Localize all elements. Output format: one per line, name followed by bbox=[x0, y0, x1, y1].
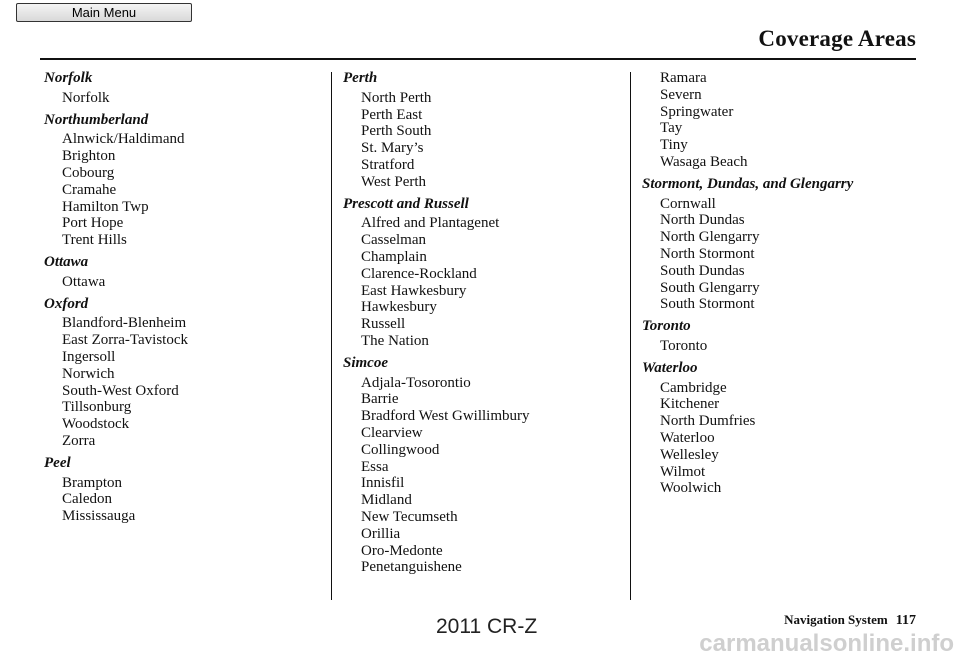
municipality-item: Cambridge bbox=[660, 379, 727, 396]
municipality-item: Ingersoll bbox=[62, 348, 116, 365]
municipality-item: Midland bbox=[361, 492, 412, 509]
municipality-item: New Tecumseth bbox=[361, 508, 458, 525]
region-heading: Northumberland bbox=[44, 111, 149, 128]
municipality-item: East Zorra-Tavistock bbox=[62, 332, 188, 349]
municipality-item: Alnwick/Haldimand bbox=[62, 131, 185, 148]
municipality-item: Toronto bbox=[660, 337, 708, 354]
region-group bbox=[343, 355, 623, 576]
region-group bbox=[642, 318, 942, 355]
municipality-item: North Dundas bbox=[660, 212, 745, 229]
municipality-item: Essa bbox=[361, 458, 389, 475]
region-heading: Perth bbox=[343, 70, 378, 86]
footer-section: Navigation System bbox=[784, 612, 888, 627]
region-heading: Stormont, Dundas, and Glengarry bbox=[642, 175, 854, 192]
municipality-item: Stratford bbox=[361, 156, 415, 173]
region-group bbox=[44, 112, 324, 249]
page-number: 117 bbox=[895, 613, 916, 628]
region-heading: Prescott and Russell bbox=[343, 195, 469, 212]
municipality-item: Kitchener bbox=[660, 396, 720, 413]
municipality-item: Mississauga bbox=[62, 508, 136, 525]
municipality-item: Hamilton Twp bbox=[62, 198, 149, 215]
municipality-item: Norfolk bbox=[62, 89, 110, 106]
municipality-item: Severn bbox=[660, 86, 702, 103]
municipality-item: Tillsonburg bbox=[62, 399, 132, 416]
main-menu-button[interactable]: Main Menu bbox=[16, 3, 192, 22]
municipality-item: Russell bbox=[361, 316, 406, 333]
municipality-item: Oro-Medonte bbox=[361, 542, 443, 559]
municipality-item: Norwich bbox=[62, 365, 115, 382]
municipality-item: North Dumfries bbox=[660, 413, 756, 430]
region-heading: Waterloo bbox=[642, 359, 698, 376]
municipality-item: Perth South bbox=[361, 123, 432, 140]
region-group bbox=[343, 70, 623, 191]
municipality-item: North Glengarry bbox=[660, 229, 760, 246]
municipality-item: Ramara bbox=[660, 70, 707, 86]
municipality-item: Trent Hills bbox=[62, 232, 127, 249]
municipality-item: Wasaga Beach bbox=[660, 153, 748, 170]
municipality-item: South Dundas bbox=[660, 262, 745, 279]
site-watermark: carmanualsonline.info bbox=[699, 630, 954, 657]
municipality-item: St. Mary’s bbox=[361, 140, 424, 157]
municipality-item: Waterloo bbox=[660, 429, 715, 446]
municipality-item: South Glengarry bbox=[660, 279, 760, 296]
municipality-item: Champlain bbox=[361, 248, 427, 265]
municipality-item: Cobourg bbox=[62, 164, 115, 181]
municipality-item: Bradford West Gwillimbury bbox=[361, 408, 530, 425]
municipality-item: Woodstock bbox=[62, 416, 130, 433]
municipality-item: Blandford-Blenheim bbox=[62, 315, 187, 332]
municipality-item: Casselman bbox=[361, 232, 426, 249]
municipality-item: Port Hope bbox=[62, 215, 124, 232]
municipality-item: North Perth bbox=[361, 89, 432, 106]
column-1 bbox=[44, 70, 324, 525]
municipality-item: East Hawkesbury bbox=[361, 282, 467, 299]
region-heading: Peel bbox=[44, 454, 71, 471]
municipality-item: Brampton bbox=[62, 474, 122, 491]
municipality-item: Alfred and Plantagenet bbox=[361, 215, 500, 232]
municipality-item: Cramahe bbox=[62, 181, 117, 198]
region-group bbox=[642, 176, 942, 313]
model-label: 2011 CR-Z bbox=[436, 615, 538, 638]
municipality-item: Zorra bbox=[62, 432, 96, 449]
municipality-item: Barrie bbox=[361, 391, 399, 408]
municipality-item: Orillia bbox=[361, 525, 401, 542]
region-heading: Ottawa bbox=[44, 253, 89, 270]
municipality-item: Penetanguishene bbox=[361, 559, 462, 576]
region-heading: Oxford bbox=[44, 295, 89, 312]
region-group bbox=[44, 254, 324, 291]
municipality-item: South Stormont bbox=[660, 296, 755, 313]
page-title: Coverage Areas bbox=[758, 26, 916, 51]
municipality-item: Adjala-Tosorontio bbox=[361, 374, 471, 391]
municipality-item: Caledon bbox=[62, 491, 112, 508]
municipality-item: Tiny bbox=[660, 137, 688, 154]
column-2 bbox=[343, 70, 623, 576]
region-heading: Toronto bbox=[642, 318, 691, 335]
municipality-item: Wilmot bbox=[660, 463, 706, 480]
title-rule bbox=[40, 58, 916, 60]
column-divider bbox=[331, 72, 332, 600]
region-heading: Norfolk bbox=[44, 70, 93, 86]
municipality-item: Innisfil bbox=[361, 475, 405, 492]
municipality-item: Ottawa bbox=[62, 273, 106, 290]
region-group bbox=[44, 455, 324, 525]
municipality-item: West Perth bbox=[361, 173, 427, 190]
municipality-item: Clearview bbox=[361, 424, 423, 441]
column-3 bbox=[642, 70, 942, 497]
municipality-item: Perth East bbox=[361, 106, 423, 123]
region-heading: Simcoe bbox=[343, 354, 388, 371]
municipality-item: Hawkesbury bbox=[361, 299, 437, 316]
municipality-item: South-West Oxford bbox=[62, 382, 179, 399]
municipality-item: The Nation bbox=[361, 332, 429, 349]
municipality-item: Clarence-Rockland bbox=[361, 265, 477, 282]
municipality-item: Cornwall bbox=[660, 195, 716, 212]
region-group bbox=[642, 70, 942, 171]
municipality-item: Springwater bbox=[660, 103, 734, 120]
municipality-item: North Stormont bbox=[660, 245, 755, 262]
region-group bbox=[44, 296, 324, 450]
municipality-item: Woolwich bbox=[660, 480, 722, 497]
region-group bbox=[44, 70, 324, 107]
municipality-item: Collingwood bbox=[361, 441, 440, 458]
page-footer bbox=[784, 612, 916, 629]
region-group bbox=[343, 196, 623, 350]
municipality-item: Brighton bbox=[62, 148, 116, 165]
municipality-item: Tay bbox=[660, 120, 683, 137]
region-group bbox=[642, 360, 942, 497]
municipality-item: Wellesley bbox=[660, 446, 719, 463]
column-divider bbox=[630, 72, 631, 600]
